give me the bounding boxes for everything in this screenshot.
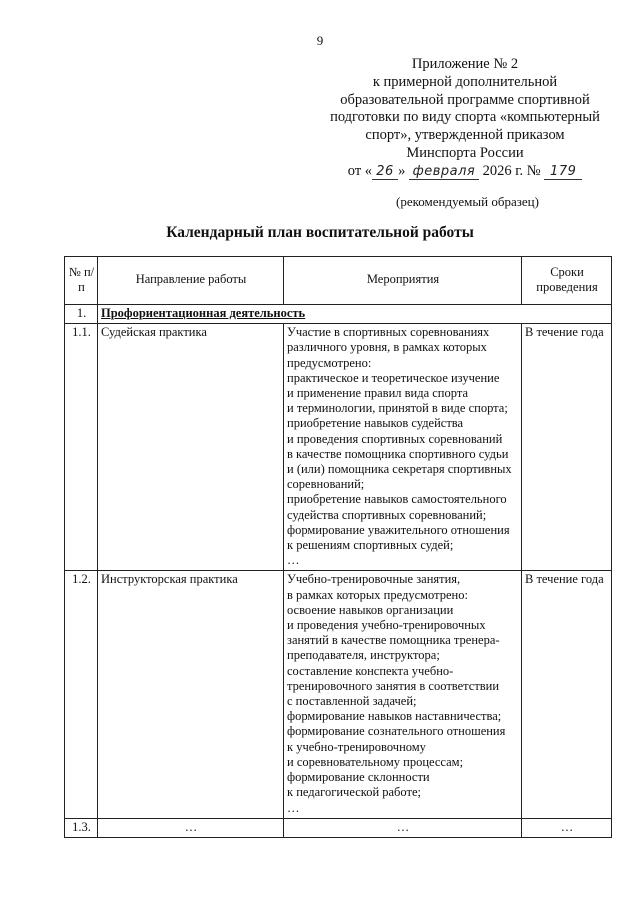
event-line: формирование уважительного отношения — [287, 522, 510, 537]
event-line: формирование склонности — [287, 770, 430, 785]
header-direction: Направление работы — [98, 257, 284, 305]
table-header-row — [65, 257, 612, 305]
event-line: и проведения учебно-тренировочных — [287, 618, 486, 633]
event-line: составление конспекта учебно- — [287, 663, 454, 678]
row-events — [284, 324, 522, 571]
row-direction: … — [98, 818, 284, 837]
row-num: 1.3. — [65, 818, 98, 837]
appendix-line: спорт», утвержденной приказом — [365, 127, 565, 144]
row-direction: Судейская практика — [98, 324, 284, 571]
event-line: к учебно-тренировочному — [287, 739, 426, 754]
event-line: судейства спортивных соревнований; — [287, 507, 487, 522]
event-line: и применение правил вида спорта — [287, 386, 468, 401]
row-events: … — [284, 818, 522, 837]
event-line: занятий в качестве помощника тренера- — [287, 633, 500, 648]
document-title: Календарный план воспитательной работы — [166, 224, 474, 241]
event-line: приобретение навыков самостоятельного — [287, 492, 507, 507]
event-line: и терминологии, принятой в виде спорта; — [287, 401, 508, 416]
table-row — [65, 818, 612, 837]
event-line: тренировочного занятия в соответствии — [287, 678, 500, 693]
appendix-line: к примерной дополнительной — [372, 73, 558, 90]
section-title — [98, 305, 612, 324]
event-line: … — [287, 553, 300, 568]
row-direction: Инструкторская практика — [98, 571, 284, 818]
date-prefix: от « — [347, 162, 373, 179]
appendix-line: Минспорта России — [406, 144, 524, 161]
sample-note: (рекомендуемый образец) — [396, 194, 539, 209]
year-text: 2026 г. № — [482, 162, 541, 179]
plan-table — [64, 256, 612, 838]
appendix-line: подготовки по виду спорта «компьютерный — [330, 109, 600, 126]
table-row — [65, 324, 612, 571]
row-deadline: В течение года — [522, 571, 612, 818]
section-row — [65, 305, 612, 324]
event-line: и соревновательному процессам; — [287, 754, 464, 769]
row-deadline: … — [522, 818, 612, 837]
section-title-text: Профориентационная деятельность — [101, 306, 306, 320]
event-line: преподавателя, инструктора; — [287, 648, 440, 663]
order-date-line — [318, 163, 612, 181]
appendix-header — [318, 56, 612, 181]
event-line: формирование сознательного отношения — [287, 724, 506, 739]
event-line: и (или) помощника секретаря спортивных — [287, 462, 512, 477]
handwritten-month: февраля — [409, 165, 479, 180]
appendix-line: Приложение № 2 — [411, 56, 519, 72]
event-line: … — [287, 800, 300, 815]
event-line: к решениям спортивных судей; — [287, 538, 454, 553]
header-events: Мероприятия — [284, 257, 522, 305]
row-num: 1.1. — [65, 324, 98, 571]
date-mid: » — [398, 162, 406, 179]
event-line: в рамках которых предусмотрено: — [287, 587, 468, 602]
section-num: 1. — [65, 305, 98, 324]
event-line: соревнований; — [287, 477, 365, 492]
header-num: № п/п — [65, 257, 98, 305]
event-line: практическое и теоретическое изучение — [287, 370, 500, 385]
row-events — [284, 571, 522, 818]
event-line: освоение навыков организации — [287, 602, 454, 617]
event-line: к педагогической работе; — [287, 785, 421, 800]
event-line: Участие в спортивных соревнованиях — [287, 325, 490, 340]
header-deadline: Сроки проведения — [522, 257, 612, 305]
handwritten-day: 26 — [372, 165, 398, 180]
handwritten-order-number: 179 — [544, 165, 582, 180]
event-line: предусмотрено: — [287, 355, 372, 370]
table-row — [65, 571, 612, 818]
event-line: и проведения спортивных соревнований — [287, 431, 503, 446]
row-deadline: В течение года — [522, 324, 612, 571]
event-line: в качестве помощника спортивного судьи — [287, 446, 509, 461]
event-line: Учебно-тренировочные занятия, — [287, 572, 461, 587]
event-line: приобретение навыков судейства — [287, 416, 464, 431]
page-number: 9 — [316, 33, 324, 48]
event-line: формирование навыков наставничества; — [287, 709, 502, 724]
row-num: 1.2. — [65, 571, 98, 818]
appendix-line: образовательной программе спортивной — [340, 91, 590, 108]
event-line: с поставленной задачей; — [287, 694, 417, 709]
event-line: различного уровня, в рамках которых — [287, 340, 487, 355]
